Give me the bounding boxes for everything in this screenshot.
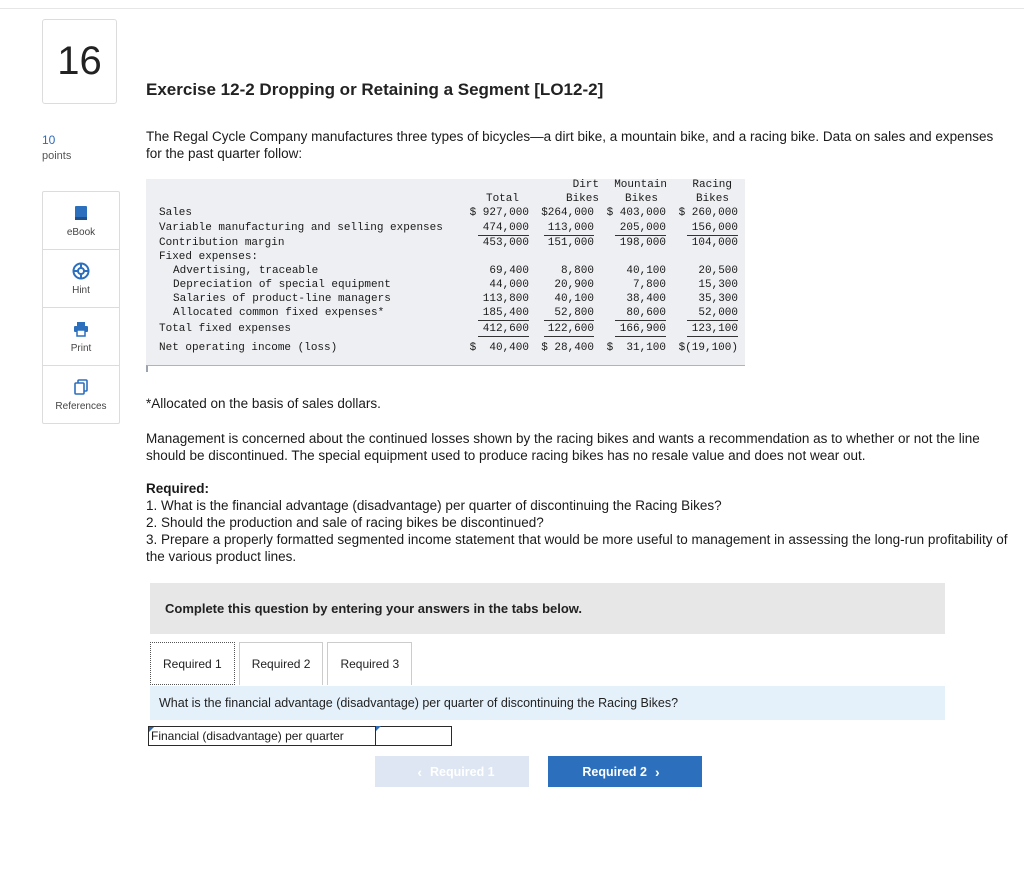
cell-mountain: 7,800 (632, 279, 666, 291)
references-button[interactable] (43, 366, 119, 423)
print-icon (72, 320, 90, 338)
cell-mountain: $ 31,100 (606, 342, 666, 354)
cell-racing: $(19,100) (678, 342, 738, 354)
cell-racing: 156,000 (687, 222, 738, 236)
required-section (146, 480, 1016, 565)
row-label: Sales (159, 207, 193, 219)
answer-label (148, 726, 376, 746)
next-label: Required 2 (582, 764, 647, 779)
cell-total: 453,000 (482, 237, 529, 249)
footnote: *Allocated on the basis of sales dollars. (146, 396, 381, 411)
cell-dirt: 113,000 (544, 222, 594, 236)
ebook-label: eBook (66, 226, 96, 238)
references-label: References (55, 400, 107, 412)
header-total: Total (485, 193, 519, 205)
table-bottom-border (146, 365, 745, 372)
tool-sidebar (42, 191, 120, 424)
cell-mountain: 80,600 (615, 307, 666, 321)
row-label: Variable manufacturing and selling expenses (159, 222, 443, 234)
book-icon (72, 204, 90, 222)
question-prompt: What is the financial advantage (disadvantage) per quarter of discontinuing the Racing Bikes? (150, 686, 945, 720)
cell-mountain: 205,000 (615, 222, 666, 236)
data-table (146, 179, 745, 372)
cell-dirt: 52,800 (544, 307, 594, 321)
cell-racing: 52,000 (687, 307, 738, 321)
row-label: Advertising, traceable (173, 265, 319, 277)
points-label: points (42, 150, 72, 162)
answer-label-text: Financial (disadvantage) per quarter (151, 729, 344, 743)
chevron-left-icon: ‹ (417, 763, 423, 780)
required-item: 3. Prepare a properly formatted segmented income statement that would be more useful to management in assessing the long-run profitability of the various product lines. (146, 532, 1008, 564)
cell-dirt: 40,100 (554, 293, 594, 305)
management-text: Management is concerned about the continued losses shown by the racing bikes and wants a recommendation as to whether or not the line should be discontinued. The special equipment used to produce racing bikes has no resale value and does not wear out. (146, 431, 980, 463)
next-button[interactable] (548, 756, 702, 787)
header-racing-1: Racing (692, 179, 732, 191)
row-label: Allocated common fixed expenses* (173, 307, 385, 319)
tab-bar (150, 642, 416, 685)
header-racing-2: Bikes (695, 193, 729, 205)
row-label: Depreciation of special equipment (173, 279, 391, 291)
header-mountain-2: Bikes (624, 193, 658, 205)
cell-mountain: 40,100 (626, 265, 666, 277)
print-button[interactable] (43, 308, 119, 366)
cell-dirt: $ 28,400 (541, 342, 594, 354)
hint-button[interactable] (43, 250, 119, 308)
cell-racing: 20,500 (698, 265, 738, 277)
cell-mountain: 166,900 (615, 323, 666, 337)
row-label: Total fixed expenses (159, 323, 292, 335)
cell-racing: $ 260,000 (678, 207, 738, 219)
points-value: 10 (42, 133, 56, 147)
exercise-title: Exercise 12-2 Dropping or Retaining a Segment [LO12-2] (146, 80, 604, 99)
ebook-button[interactable] (43, 192, 119, 250)
hint-icon (72, 262, 90, 280)
top-divider (0, 8, 1024, 9)
question-number: 16 (42, 19, 117, 104)
cell-total: 474,000 (478, 222, 529, 236)
cell-racing: 123,100 (687, 323, 738, 337)
cell-racing: 104,000 (691, 237, 738, 249)
cell-total: 44,000 (489, 279, 529, 291)
flag-icon (149, 727, 154, 732)
chevron-right-icon: › (654, 763, 660, 780)
header-mountain-1: Mountain (614, 179, 667, 191)
tab-required-1[interactable]: Required 1 (150, 642, 235, 685)
required-item: 2. Should the production and sale of racing bikes be discontinued? (146, 515, 544, 530)
answer-row (148, 726, 452, 746)
cell-dirt: $264,000 (541, 207, 594, 219)
prev-button[interactable] (375, 756, 529, 787)
cell-total: 69,400 (489, 265, 529, 277)
row-label: Fixed expenses: (159, 251, 259, 263)
row-label: Net operating income (loss) (159, 342, 338, 354)
answer-input-wrap (376, 726, 452, 746)
cell-mountain: 38,400 (626, 293, 666, 305)
complete-banner: Complete this question by entering your answers in the tabs below. (150, 583, 945, 634)
cell-dirt: 8,800 (560, 265, 594, 277)
answer-input[interactable] (376, 726, 452, 746)
print-label: Print (70, 342, 92, 354)
intro-text: The Regal Cycle Company manufactures three types of bicycles—a dirt bike, a mountain bike, and a racing bike. Data on sales and expenses for the past quarter follow: (146, 129, 994, 161)
cell-total: 412,600 (478, 323, 529, 337)
hint-label: Hint (72, 284, 90, 296)
required-item: 1. What is the financial advantage (disadvantage) per quarter of discontinuing the Racing Bikes? (146, 498, 722, 513)
prev-label: Required 1 (430, 764, 495, 779)
required-heading: Required: (146, 481, 210, 496)
cell-total: $ 40,400 (469, 342, 529, 354)
tab-required-2[interactable]: Required 2 (239, 642, 324, 685)
cell-racing: 35,300 (698, 293, 738, 305)
flag-icon (376, 726, 381, 731)
cell-racing: 15,300 (698, 279, 738, 291)
cell-total: $ 927,000 (469, 207, 529, 219)
header-dirt-2: Bikes (565, 193, 599, 205)
tab-required-3[interactable]: Required 3 (327, 642, 412, 685)
cell-dirt: 122,600 (544, 323, 594, 337)
cell-dirt: 20,900 (554, 279, 594, 291)
cell-total: 185,400 (478, 307, 529, 321)
row-label: Salaries of product-line managers (173, 293, 391, 305)
cell-total: 113,800 (482, 293, 529, 305)
header-dirt-1: Dirt (572, 179, 599, 191)
references-icon (72, 378, 90, 396)
cell-mountain: $ 403,000 (606, 207, 666, 219)
cell-dirt: 151,000 (547, 237, 594, 249)
cell-mountain: 198,000 (619, 237, 666, 249)
row-label: Contribution margin (159, 237, 285, 249)
